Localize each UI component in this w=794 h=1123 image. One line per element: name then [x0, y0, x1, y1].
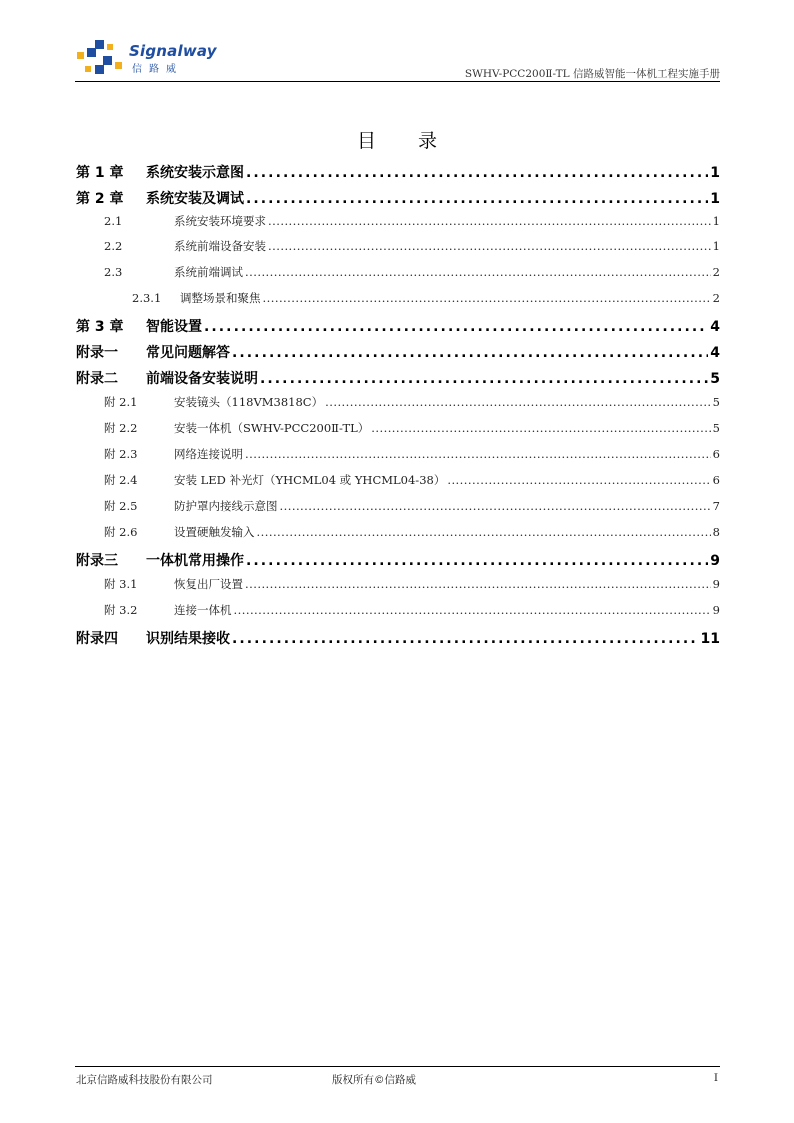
toc-entry[interactable] [76, 394, 720, 418]
toc-entry-page: 4 [710, 319, 720, 335]
toc-entry-number: 2.3 [104, 265, 123, 279]
toc-entry-label [104, 213, 266, 229]
toc-entry-number: 附 3.2 [104, 603, 138, 617]
toc-entry-number: 第 1 章 [76, 165, 124, 181]
toc-dot-leader [204, 319, 708, 335]
toc-dot-leader [268, 239, 711, 253]
toc-entry-number: 2.1 [104, 214, 123, 228]
toc-dot-leader [257, 525, 711, 539]
toc-entry-label [76, 316, 202, 336]
toc-entry-label [76, 550, 244, 570]
toc-entry-text: 安装 LED 补光灯（YHCML04 或 YHCML04-38） [174, 473, 446, 487]
toc-entry-page: 9 [712, 577, 720, 591]
toc-entry[interactable] [76, 238, 720, 262]
toc-entry-page: 9 [710, 553, 720, 569]
toc-entry-text: 系统安装环境要求 [174, 214, 266, 228]
toc-entry-label [104, 576, 243, 592]
toc-entry-text: 常见问题解答 [146, 345, 230, 361]
toc-dot-leader [234, 603, 711, 617]
toc-entry[interactable] [76, 264, 720, 288]
toc-dot-leader [246, 553, 708, 569]
toc-entry[interactable] [76, 290, 720, 314]
toc-entry-number: 附 3.1 [104, 577, 138, 591]
toc-dot-leader [263, 291, 711, 305]
toc-entry-page: 6 [712, 447, 720, 461]
toc-entry[interactable] [76, 446, 720, 470]
toc-dot-leader [232, 631, 699, 647]
toc-entry[interactable] [76, 472, 720, 496]
toc-entry-label [76, 368, 258, 388]
signalway-logo-icon [75, 38, 127, 78]
toc-entry-number: 附录二 [76, 371, 118, 387]
toc-entry-page: 4 [710, 345, 720, 361]
toc-entry-page: 6 [712, 473, 720, 487]
toc-entry-number: 附 2.3 [104, 447, 138, 461]
toc-dot-leader [280, 499, 711, 513]
toc-entry-number: 附 2.5 [104, 499, 138, 513]
toc-entry-text: 前端设备安装说明 [146, 371, 258, 387]
toc-dot-leader [447, 473, 710, 487]
toc-entry[interactable] [76, 213, 720, 237]
toc-entry-label [104, 498, 278, 514]
toc-entry-page: 1 [710, 191, 720, 207]
toc-entry-number: 第 3 章 [76, 319, 124, 335]
toc-entry-label [76, 342, 230, 362]
toc-entry[interactable] [76, 162, 720, 186]
toc-dot-leader [268, 214, 711, 228]
toc-entry[interactable] [76, 420, 720, 444]
toc-entry[interactable] [76, 368, 720, 392]
logo-name: Signalway [129, 42, 217, 60]
toc-entry-text: 系统前端调试 [174, 265, 243, 279]
toc-entry-page: 7 [712, 499, 720, 513]
toc-entry-label [104, 524, 255, 540]
toc-entry-label [104, 472, 445, 488]
toc-dot-leader [260, 371, 708, 387]
toc-entry-page: 5 [712, 421, 720, 435]
toc-entry-number: 第 2 章 [76, 191, 124, 207]
toc-entry[interactable] [76, 316, 720, 340]
toc-dot-leader [246, 191, 708, 207]
toc-entry-text: 防护罩内接线示意图 [174, 499, 278, 513]
toc-entry-label [76, 188, 244, 208]
toc-entry-page: 5 [710, 371, 720, 387]
footer-divider [75, 1066, 720, 1067]
toc-entry-page: 1 [712, 239, 720, 253]
toc-entry-label [132, 290, 261, 306]
toc-entry-number: 附 2.1 [104, 395, 138, 409]
toc-entry-label [104, 394, 323, 410]
toc-entry-number: 附录一 [76, 345, 118, 361]
toc-entry-page: 9 [712, 603, 720, 617]
toc-title: 目 录 [356, 130, 456, 152]
toc-dot-leader [245, 577, 711, 591]
toc-entry-label [76, 628, 230, 648]
toc-entry-number: 2.3.1 [132, 291, 162, 305]
toc-entry-text: 系统安装示意图 [146, 165, 244, 181]
toc-entry-number: 附录四 [76, 631, 118, 647]
toc-entry-page: 5 [712, 395, 720, 409]
toc-entry-text: 智能设置 [146, 319, 202, 335]
logo-cn: 信路威 [132, 64, 183, 75]
toc-entry-page: 11 [700, 631, 720, 647]
toc-entry[interactable] [76, 342, 720, 366]
toc-entry-text: 系统安装及调试 [146, 191, 244, 207]
toc-entry-label [104, 446, 243, 462]
toc-dot-leader [325, 395, 711, 409]
toc-entry[interactable] [76, 524, 720, 548]
footer-copyright: 版权所有©信路威 [332, 1074, 416, 1086]
toc-entry-number: 附 2.2 [104, 421, 138, 435]
toc-entry-text: 一体机常用操作 [146, 553, 244, 569]
toc-entry-page: 1 [710, 165, 720, 181]
toc-entry-label [104, 238, 266, 254]
toc-entry[interactable] [76, 602, 720, 626]
toc-entry-page: 2 [712, 291, 720, 305]
footer-page-number: I [713, 1072, 718, 1084]
toc-entry-number: 附 2.4 [104, 473, 138, 487]
toc-entry-text: 恢复出厂设置 [174, 577, 243, 591]
header-doc-title: SWHV-PCC200Ⅱ-TL 信路威智能一体机工程实施手册 [464, 68, 720, 80]
toc-entry[interactable] [76, 576, 720, 600]
footer-company: 北京信路威科技股份有限公司 [76, 1074, 213, 1086]
toc-dot-leader [232, 345, 708, 361]
toc-dot-leader [246, 165, 708, 181]
toc-entry-text: 安装一体机（SWHV-PCC200Ⅱ-TL） [174, 421, 370, 435]
toc-entry-page: 8 [712, 525, 720, 539]
toc-dot-leader [245, 447, 711, 461]
toc-entry-label [104, 602, 232, 618]
toc-entry-text: 连接一体机 [174, 603, 232, 617]
toc-entry-text: 设置硬触发输入 [174, 525, 255, 539]
toc-entry[interactable] [76, 498, 720, 522]
company-logo [75, 38, 215, 78]
toc-entry-number: 附录三 [76, 553, 118, 569]
toc-entry-number: 附 2.6 [104, 525, 138, 539]
toc-entry-label [104, 420, 369, 436]
toc-entry-text: 网络连接说明 [174, 447, 243, 461]
toc-dot-leader [245, 265, 711, 279]
toc-entry-page: 2 [712, 265, 720, 279]
header-divider [75, 81, 720, 82]
toc-entry-page: 1 [712, 214, 720, 228]
toc-entry[interactable] [76, 628, 720, 652]
toc-entry-label [104, 264, 243, 280]
toc-entry-text: 安装镜头（118VM3818C） [174, 395, 324, 409]
toc-entry[interactable] [76, 188, 720, 212]
toc-dot-leader [371, 421, 710, 435]
toc-entry-text: 系统前端设备安装 [174, 239, 266, 253]
toc-entry[interactable] [76, 550, 720, 574]
toc-entry-label [76, 162, 244, 182]
toc-entry-number: 2.2 [104, 239, 123, 253]
toc-entry-text: 识别结果接收 [146, 631, 230, 647]
toc-entry-text: 调整场景和聚焦 [180, 291, 261, 305]
